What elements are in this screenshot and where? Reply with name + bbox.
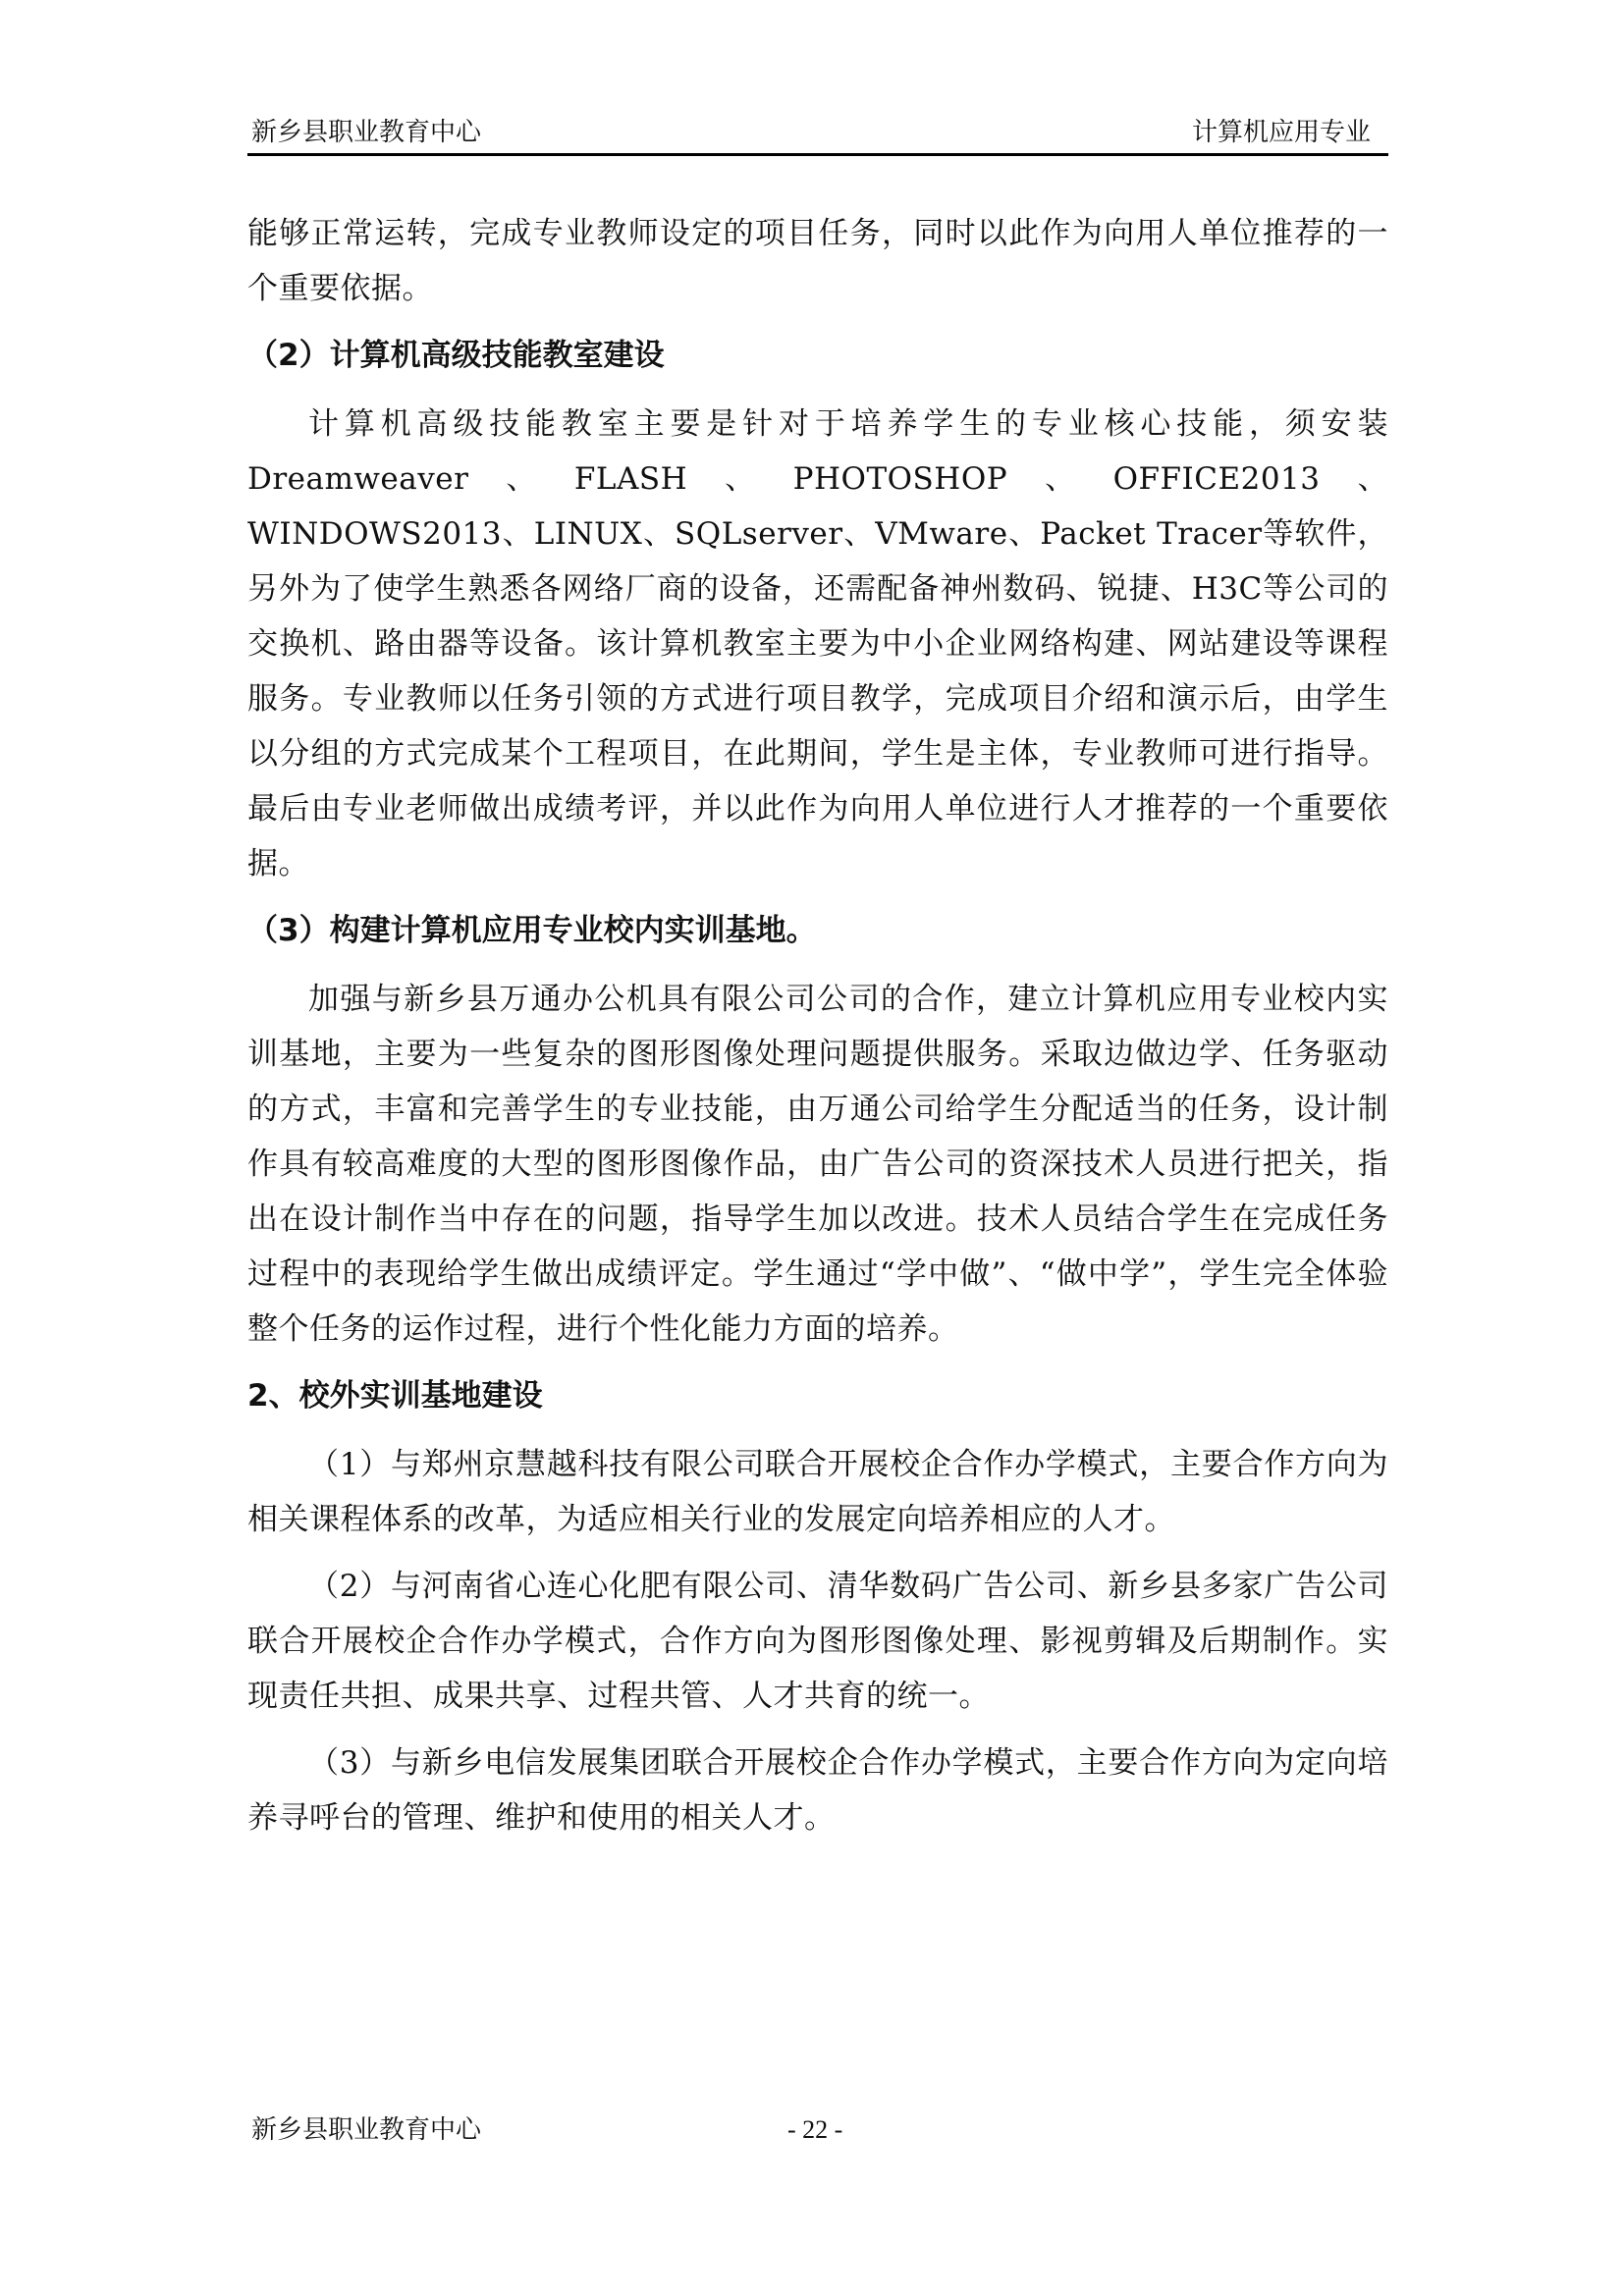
paragraph-external-1: （1）与郑州京慧越科技有限公司联合开展校企合作办学模式，主要合作方向为相关课程体系的改革，为适应相关行业的发展定向培养相应的人才。	[247, 1447, 1388, 1537]
footer-school-name: 新乡县职业教育中心	[251, 2115, 482, 2145]
section-heading-advanced-lab: （2）计算机高级技能教室建设	[247, 338, 665, 373]
paragraph-external-3: （3）与新乡电信发展集团联合开展校企合作办学模式，主要合作方向为定向培养寻呼台的管理、维护和使用的相关人才。	[247, 1745, 1388, 1836]
section-heading-internal-base: （3）构建计算机应用专业校内实训基地。	[247, 913, 817, 948]
paragraph-internal-base: 加强与新乡县万通办公机具有限公司公司的合作，建立计算机应用专业校内实训基地，主要为一些复杂的图形图像处理问题提供服务。采取边做边学、任务驱动的方式，丰富和完善学生的专业技能，由万通公司给学生分配适当的任务，设计制作具有较高难度的大型的图形图像作品，由广告公司的资深技术人员进行把关，指出在设计制作当中存在的问题，指导学生加以改进。技术人员结合学生在完成任务过程中的表现给学生做出成绩评定。学生通过“学中做”、“做中学”，学生完全体验整个任务的运作过程，进行个性化能力方面的培养。	[247, 982, 1388, 1347]
page-number: - 22 -	[787, 2115, 843, 2144]
header-school-name: 新乡县职业教育中心	[251, 118, 482, 147]
paragraph-advanced-lab: 计算机高级技能教室主要是针对于培养学生的专业核心技能，须安装Dreamweaver、FLASH、PHOTOSHOP、OFFICE2013、WINDOWS2013、LINUX、SQLserver、VMware、Packet Tracer等软件，另外为了使学生熟悉各网络厂商的设备，还需配备神州数码、锐捷、H3C等公司的交换机、路由器等设备。该计算机教室主要为中小企业网络构建、网站建设等课程服务。专业教师以任务引领的方式进行项目教学，完成项目介绍和演示后，由学生以分组的方式完成某个工程项目，在此期间，学生是主体，专业教师可进行指导。最后由专业老师做出成绩考评，并以此作为向用人单位进行人才推荐的一个重要依据。	[247, 406, 1388, 881]
section-heading-external-base: 2、校外实训基地建设	[247, 1378, 543, 1414]
page-header	[247, 110, 1388, 155]
page-body	[247, 206, 1388, 1857]
header-major-name: 计算机应用专业	[1191, 118, 1371, 147]
page-footer	[247, 2110, 1388, 2150]
paragraph-external-2: （2）与河南省心连心化肥有限公司、清华数码广告公司、新乡县多家广告公司联合开展校企合作办学模式，合作方向为图形图像处理、影视剪辑及后期制作。实现责任共担、成果共享、过程共管、人才共育的统一。	[247, 1569, 1388, 1714]
header-rule	[247, 153, 1388, 156]
paragraph-continued: 能够正常运转，完成专业教师设定的项目任务，同时以此作为向用人单位推荐的一个重要依据。	[247, 216, 1388, 306]
